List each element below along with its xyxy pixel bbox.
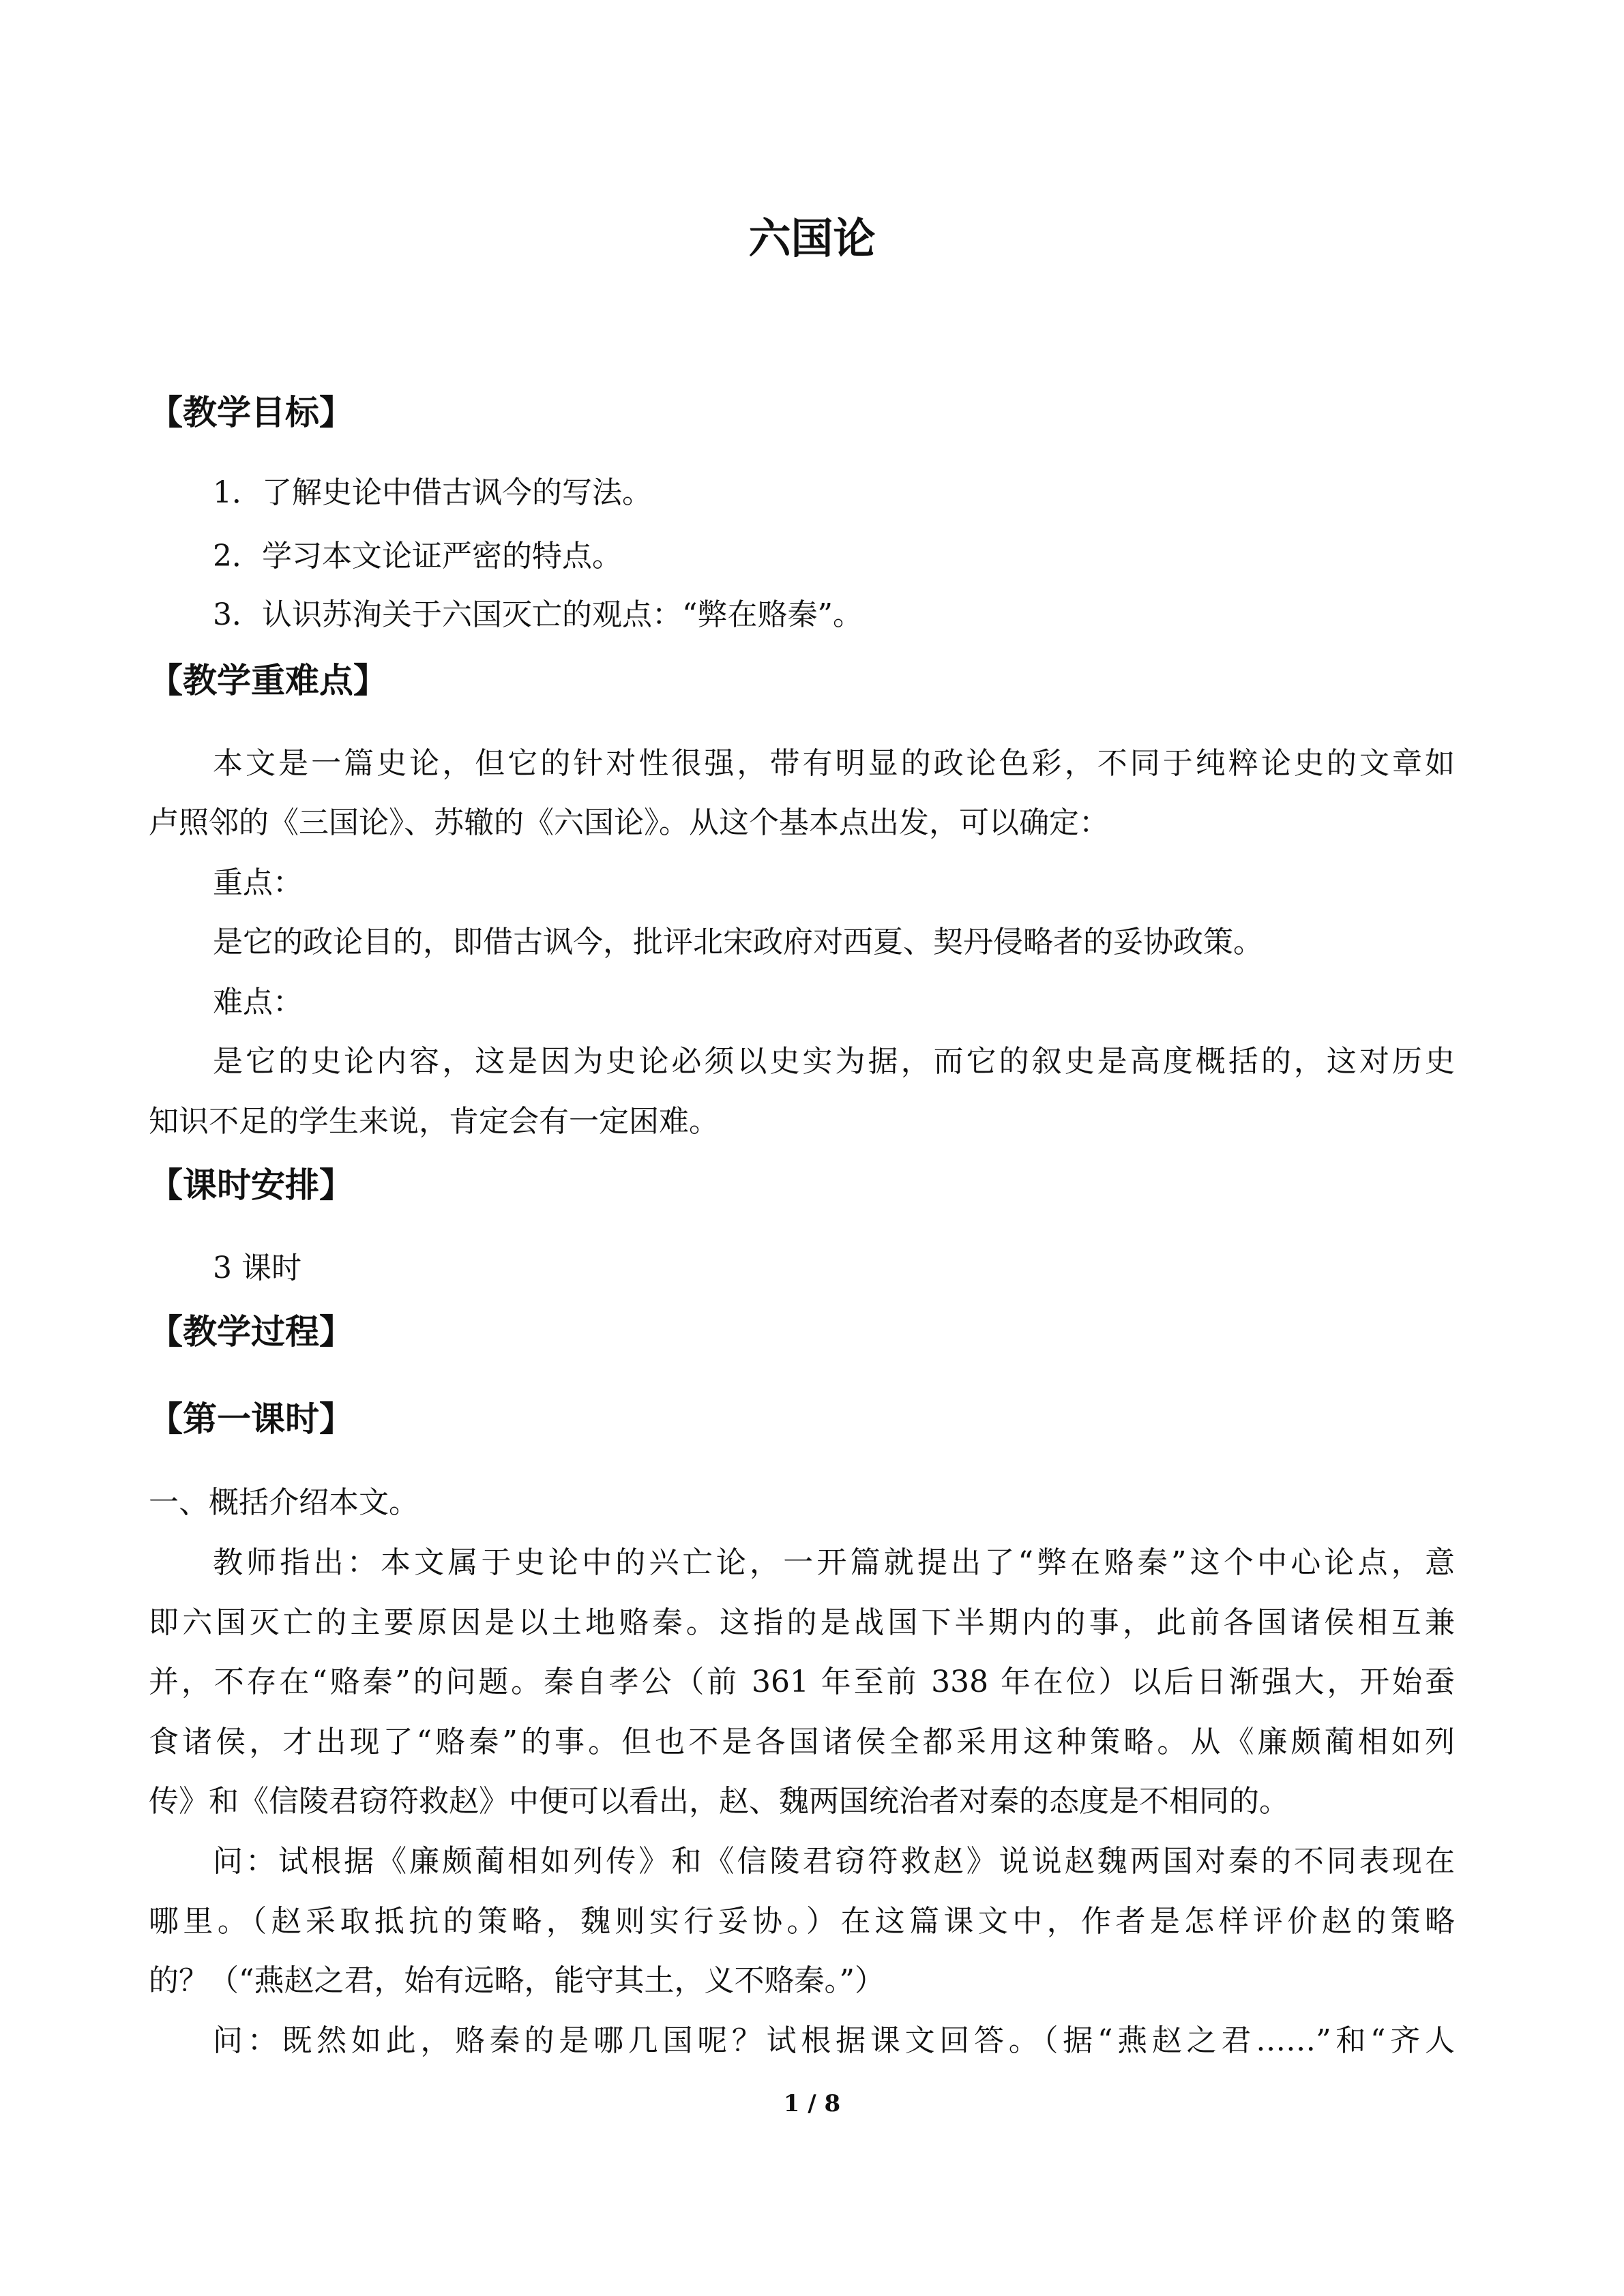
page-title: 六国论 xyxy=(748,213,876,263)
objective-item-1: 1．了解史论中借古讽今的写法。 xyxy=(213,475,652,510)
teacher-paragraph-line: 并，不存在“赂秦”的问题。秦自孝公（前 361 年至前 338 年在位）以后日渐强大，开始蚕 xyxy=(149,1665,1455,1699)
section-heading-objectives: 【教学目标】 xyxy=(149,393,353,432)
difficulty-label: 难点： xyxy=(213,985,303,1019)
teacher-paragraph-line: 食诸侯，才出现了“赂秦”的事。但也不是各国诸侯全都采用这种策略。从《廉颇蔺相如列 xyxy=(149,1725,1455,1759)
focus-text: 是它的政论目的，即借古讽今，批评北宋政府对西夏、契丹侵略者的妥协政策。 xyxy=(213,925,1263,959)
section-heading-lesson-1: 【第一课时】 xyxy=(149,1399,353,1439)
section-heading-schedule: 【课时安排】 xyxy=(149,1165,353,1205)
key-points-paragraph-line: 卢照邻的《三国论》、苏辙的《六国论》。从这个基本点出发，可以确定： xyxy=(149,805,1109,840)
difficulty-text-line: 知识不足的学生来说，肯定会有一定困难。 xyxy=(149,1104,719,1139)
question-2-line: 问：既然如此，赂秦的是哪几国呢？试根据课文回答。（据“燕赵之君……”和“齐人 xyxy=(213,2023,1455,2058)
lesson1-step-1: 一、概括介绍本文。 xyxy=(149,1485,419,1520)
key-points-paragraph-line: 本文是一篇史论，但它的针对性很强，带有明显的政论色彩，不同于纯粹论史的文章如 xyxy=(213,746,1455,781)
question-1-line: 问：试根据《廉颇蔺相如列传》和《信陵君窃符救赵》说说赵魏两国对秦的不同表现在 xyxy=(213,1844,1455,1879)
teacher-paragraph-line: 教师指出：本文属于史论中的兴亡论，一开篇就提出了“弊在赂秦”这个中心论点，意 xyxy=(213,1545,1455,1580)
question-1-line: 哪里。（赵采取抵抗的策略，魏则实行妥协。）在这篇课文中，作者是怎样评价赵的策略 xyxy=(149,1904,1455,1939)
section-heading-process: 【教学过程】 xyxy=(149,1312,353,1352)
focus-label: 重点： xyxy=(213,865,303,900)
schedule-text: 3 课时 xyxy=(213,1251,301,1285)
teacher-paragraph-line: 传》和《信陵君窃符救赵》中便可以看出，赵、魏两国统治者对秦的态度是不相同的。 xyxy=(149,1784,1289,1819)
difficulty-text-line: 是它的史论内容，这是因为史论必须以史实为据，而它的叙史是高度概括的，这对历史 xyxy=(213,1044,1455,1079)
section-heading-key-points: 【教学重难点】 xyxy=(149,661,387,700)
teacher-paragraph-line: 即六国灭亡的主要原因是以土地赂秦。这指的是战国下半期内的事，此前各国诸侯相互兼 xyxy=(149,1605,1455,1640)
objective-item-2: 2．学习本文论证严密的特点。 xyxy=(213,539,622,573)
page-number: 1 / 8 xyxy=(783,2090,841,2117)
objective-item-3: 3．认识苏洵关于六国灭亡的观点：“弊在赂秦”。 xyxy=(213,597,863,632)
question-1-line: 的？（“燕赵之君，始有远略，能守其土，义不赂秦。”） xyxy=(149,1963,885,1998)
